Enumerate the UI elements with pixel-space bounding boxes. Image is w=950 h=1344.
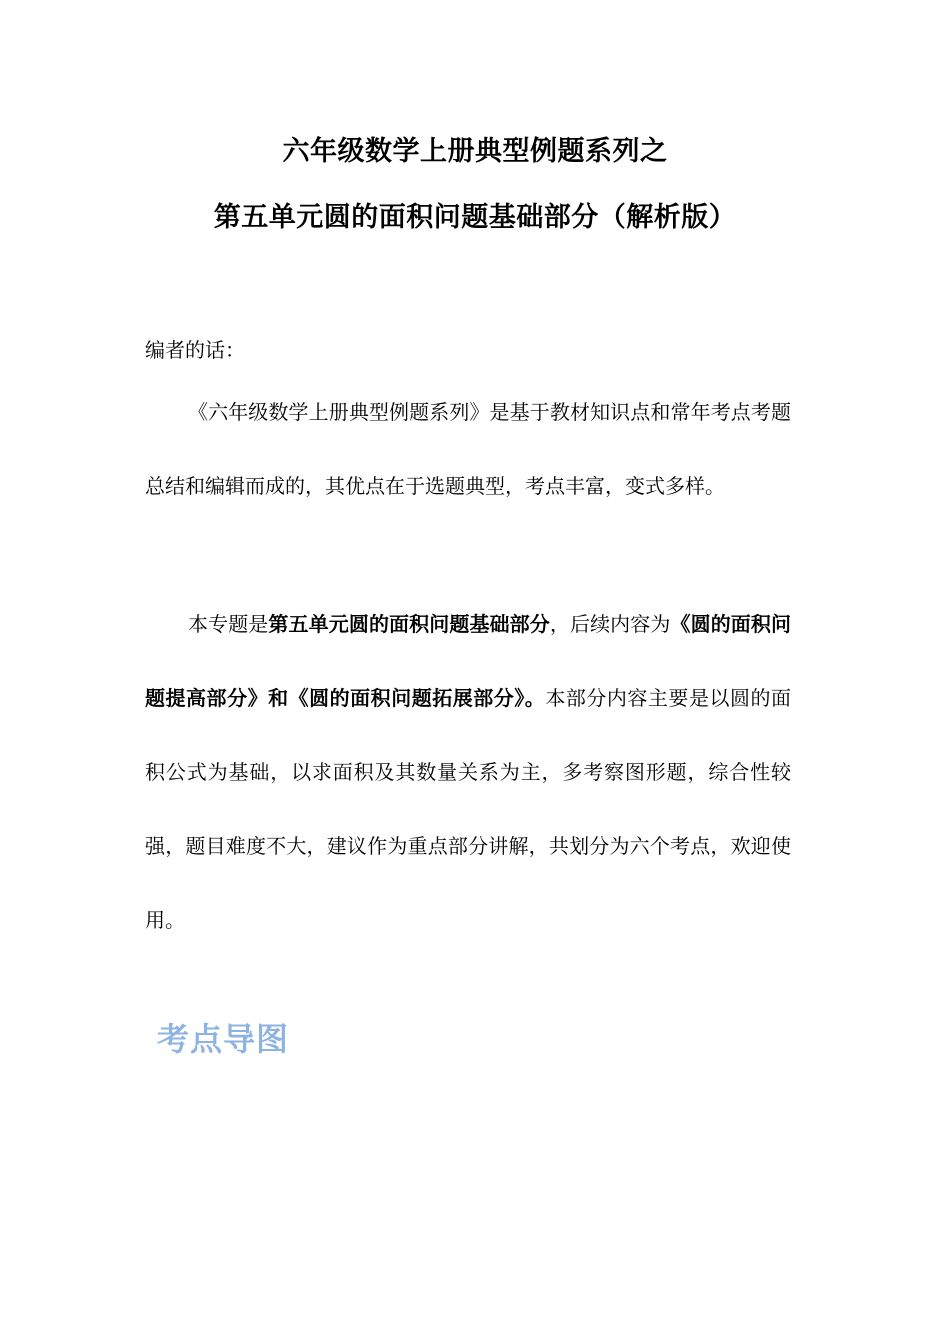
paragraph-2-text-2: ，后续内容为 (549, 612, 671, 636)
document-title-line2: 第五单元圆的面积问题基础部分（解析版） (213, 202, 737, 233)
document-title-line1: 六年级数学上册典型例题系列之 (282, 136, 668, 167)
section-heading-mind-map: 考点导图 (157, 1020, 290, 1058)
intro-paragraph-1: 《六年级数学上册典型例题系列》是基于教材知识点和常年考点考题总结和编辑而成的，其优点在于选题典型，考点丰富，变式多样。 (145, 400, 791, 498)
paragraph-2-text-1: 本专题是 (188, 612, 269, 636)
editor-note-label: 编者的话： (145, 338, 245, 362)
paragraph-2-bold-unit-title: 第五单元圆的面积问题基础部分 (268, 612, 550, 636)
paragraph-2-bold-followup-titles: 《圆的面积问题提高部分》和《圆的面积问题拓展部分》。 (145, 612, 792, 710)
paragraph-2-text-3: 本部分内容主要是以圆的面积公式为基础，以求面积及其数量关系为主，多考察图形题，综合性较强，题目难度不大，建议作为重点部分讲解，共划分为六个考点，欢迎使用。 (145, 686, 792, 932)
intro-paragraph-2 (145, 587, 791, 957)
